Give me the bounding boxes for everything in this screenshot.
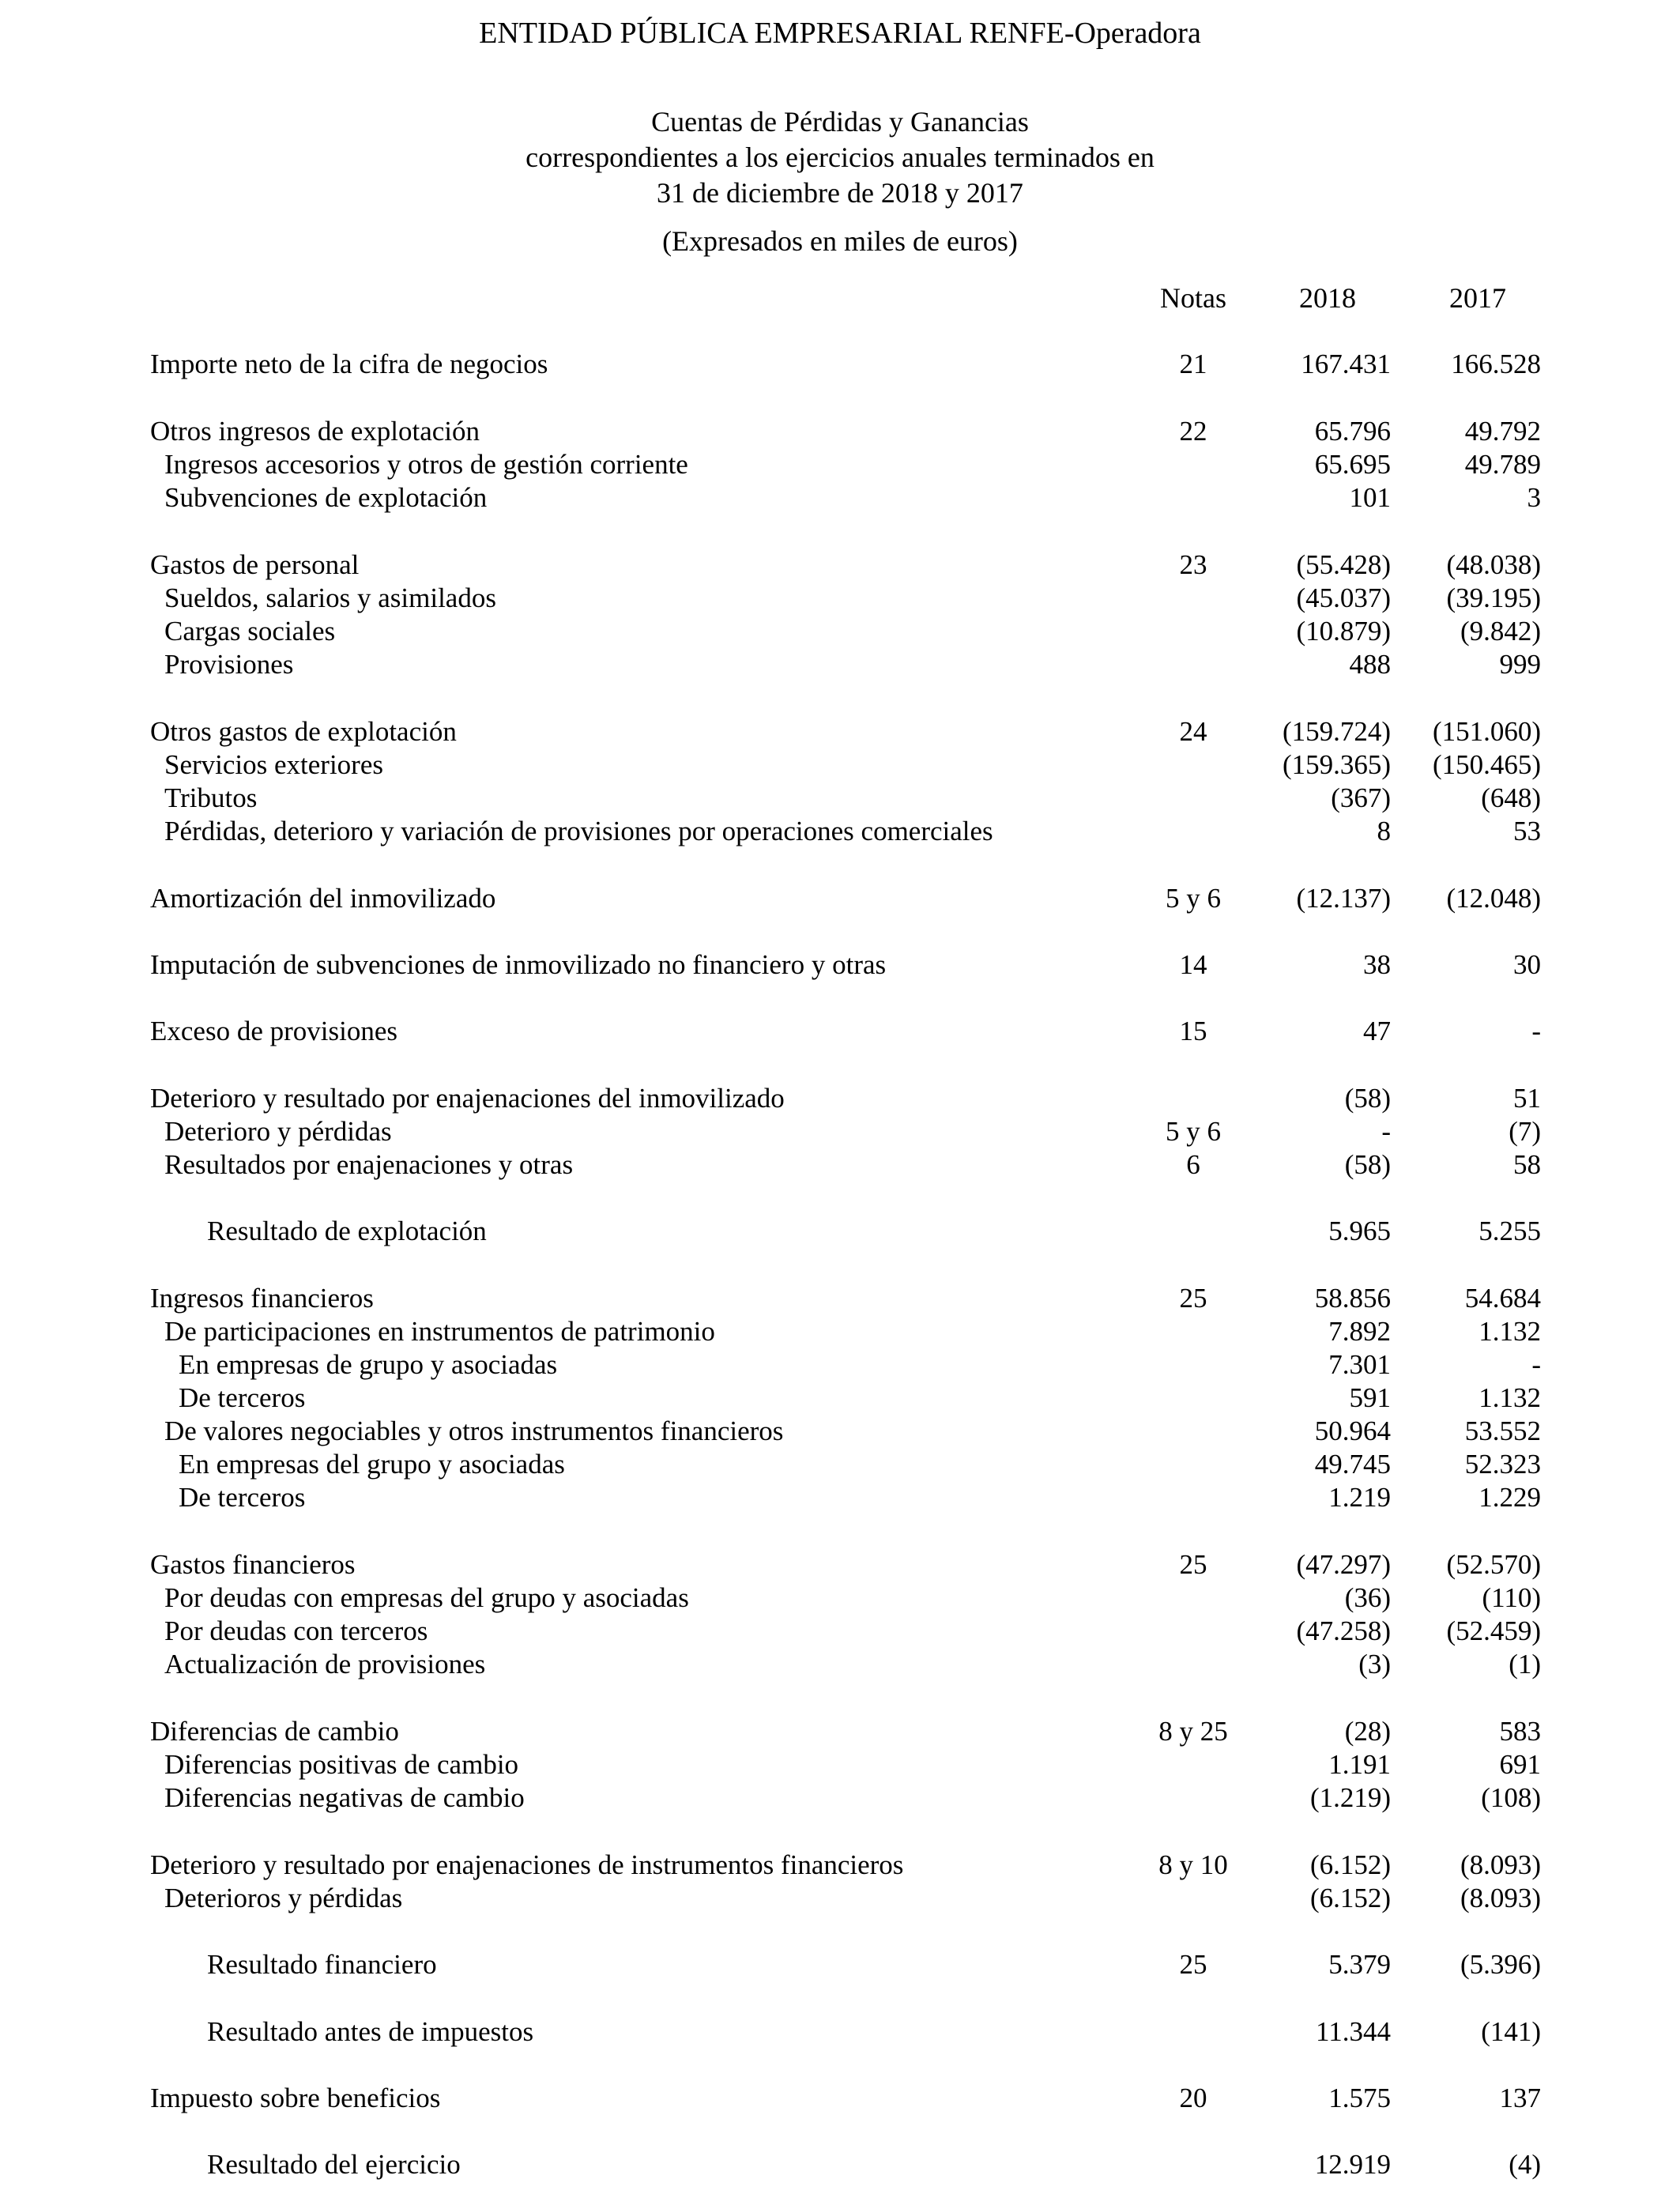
row-value-2018: 1.219 [1328, 1482, 1391, 1513]
table-row [0, 1082, 1680, 1115]
row-value-2017: 1.229 [1478, 1482, 1541, 1513]
table-row [0, 1415, 1680, 1448]
row-label: Resultado de explotación [207, 1216, 487, 1246]
row-value-2018: (6.152) [1309, 1883, 1391, 1913]
row-value-2017: (12.048) [1446, 883, 1541, 914]
table-row [0, 1282, 1680, 1315]
row-label: Ingresos financieros [150, 1283, 374, 1314]
row-value-2017: (648) [1481, 782, 1541, 813]
table-row [0, 1548, 1680, 1581]
row-value-2018: 1.575 [1328, 2083, 1391, 2113]
column-header-notas: Notas [1160, 282, 1226, 314]
table-row [0, 1849, 1680, 1882]
row-value-2018: (1.219) [1309, 1782, 1391, 1813]
row-label: De valores negociables y otros instrumentos financieros [164, 1416, 784, 1446]
row-value-2017: (39.195) [1446, 582, 1541, 613]
row-value-2018: 167.431 [1301, 349, 1391, 379]
row-value-2017: (5.396) [1460, 1949, 1541, 1980]
table-row [0, 1315, 1680, 1348]
row-value-2017: (8.093) [1460, 1849, 1541, 1880]
row-label: Resultado financiero [207, 1949, 437, 1980]
row-value-2017: (110) [1482, 1582, 1541, 1613]
row-value-2017: 53.552 [1464, 1416, 1541, 1446]
row-value-2017: (4) [1509, 2149, 1541, 2180]
row-label: Servicios exteriores [164, 749, 383, 780]
title-line-1: Cuentas de Pérdidas y Ganancias [651, 106, 1029, 138]
row-value-2018: 488 [1349, 649, 1391, 680]
row-value-2017: 58 [1513, 1149, 1541, 1180]
row-value-2017: (7) [1509, 1116, 1541, 1147]
row-value-2018: - [1381, 1116, 1391, 1147]
row-label: Deterioro y pérdidas [164, 1116, 392, 1147]
row-value-2018: 11.344 [1316, 2016, 1391, 2047]
row-value-2017: 52.323 [1464, 1449, 1541, 1480]
title-line-2: correspondientes a los ejercicios anuales terminados en [525, 141, 1155, 173]
table-row [0, 1382, 1680, 1415]
table-row [0, 1882, 1680, 1915]
row-label: Provisiones [164, 649, 294, 680]
row-value-2018: 49.745 [1314, 1449, 1391, 1480]
table-row [0, 1581, 1680, 1615]
row-value-2017: (52.570) [1446, 1549, 1541, 1580]
row-label: Diferencias positivas de cambio [164, 1749, 519, 1780]
row-value-2017: 54.684 [1464, 1283, 1541, 1314]
row-value-2018: 12.919 [1314, 2149, 1391, 2180]
column-header-2017: 2017 [1449, 282, 1506, 314]
title-line-3: 31 de diciembre de 2018 y 2017 [657, 177, 1023, 209]
row-label: Por deudas con terceros [164, 1615, 428, 1646]
table-row [0, 2148, 1680, 2181]
row-notas: 21 [1179, 349, 1207, 379]
table-row [0, 2015, 1680, 2049]
row-label: De terceros [179, 1382, 306, 1413]
row-value-2017: 51 [1513, 1083, 1541, 1114]
table-row [0, 481, 1680, 515]
row-value-2017: (8.093) [1460, 1883, 1541, 1913]
row-label: Deterioro y resultado por enajenaciones de instrumentos financieros [150, 1849, 904, 1880]
row-value-2018: (367) [1331, 782, 1391, 813]
row-value-2018: 58.856 [1314, 1283, 1391, 1314]
row-label: Otros gastos de explotación [150, 716, 457, 747]
row-value-2017: 1.132 [1478, 1382, 1541, 1413]
row-label: Importe neto de la cifra de negocios [150, 349, 548, 379]
row-value-2018: (10.879) [1296, 616, 1391, 647]
row-value-2017: (48.038) [1446, 549, 1541, 580]
row-value-2017: (141) [1481, 2016, 1541, 2047]
row-value-2018: (58) [1344, 1149, 1391, 1180]
row-value-2017: 30 [1513, 949, 1541, 980]
table-row [0, 1481, 1680, 1514]
row-value-2018: (58) [1344, 1083, 1391, 1114]
row-notas: 25 [1179, 1549, 1207, 1580]
row-notas: 25 [1179, 1283, 1207, 1314]
row-value-2018: 5.965 [1328, 1216, 1391, 1246]
table-row [0, 448, 1680, 481]
row-label: Sueldos, salarios y asimilados [164, 582, 496, 613]
row-value-2018: (47.297) [1296, 1549, 1391, 1580]
row-label: Subvenciones de explotación [164, 482, 488, 513]
row-label: Otros ingresos de explotación [150, 416, 480, 447]
row-label: Actualización de provisiones [164, 1649, 486, 1679]
row-value-2018: (159.724) [1282, 716, 1391, 747]
row-label: Deterioro y resultado por enajenaciones del inmovilizado [150, 1083, 785, 1114]
row-value-2017: (52.459) [1446, 1615, 1541, 1646]
row-label: Ingresos accesorios y otros de gestión corriente [164, 449, 688, 480]
table-row [0, 1148, 1680, 1182]
row-value-2018: 7.892 [1328, 1316, 1391, 1347]
row-value-2018: (3) [1358, 1649, 1391, 1679]
row-value-2017: 5.255 [1478, 1216, 1541, 1246]
table-row [0, 715, 1680, 748]
table-row [0, 548, 1680, 582]
row-label: Pérdidas, deterioro y variación de provisiones por operaciones comerciales [164, 816, 993, 846]
row-value-2017: 999 [1499, 649, 1541, 680]
row-value-2017: - [1531, 1016, 1541, 1046]
row-label: Resultado del ejercicio [207, 2149, 461, 2180]
row-value-2018: 101 [1349, 482, 1391, 513]
row-notas: 25 [1179, 1949, 1207, 1980]
units-note: (Expresados en miles de euros) [662, 225, 1018, 257]
row-label: Tributos [164, 782, 258, 813]
row-label: Exceso de provisiones [150, 1016, 397, 1046]
row-value-2018: (45.037) [1296, 582, 1391, 613]
row-value-2018: (6.152) [1309, 1849, 1391, 1880]
table-row [0, 2082, 1680, 2115]
row-value-2018: (55.428) [1296, 549, 1391, 580]
row-label: Resultados por enajenaciones y otras [164, 1149, 574, 1180]
row-notas: 20 [1179, 2083, 1207, 2113]
table-row [0, 415, 1680, 448]
row-value-2018: 591 [1349, 1382, 1391, 1413]
row-value-2017: (108) [1481, 1782, 1541, 1813]
table-row [0, 1115, 1680, 1148]
table-row [0, 582, 1680, 615]
row-value-2018: 50.964 [1314, 1416, 1391, 1446]
row-label: En empresas de grupo y asociadas [179, 1349, 558, 1380]
row-value-2018: 8 [1377, 816, 1391, 846]
table-row [0, 815, 1680, 848]
row-value-2017: 3 [1527, 482, 1541, 513]
row-label: De terceros [179, 1482, 306, 1513]
table-row [0, 1615, 1680, 1648]
row-value-2018: 1.191 [1328, 1749, 1391, 1780]
row-notas: 8 y 10 [1158, 1849, 1228, 1880]
row-value-2017: 691 [1499, 1749, 1541, 1780]
row-value-2017: 53 [1513, 816, 1541, 846]
row-label: Gastos de personal [150, 549, 360, 580]
row-label: Amortización del inmovilizado [150, 883, 496, 914]
row-notas: 15 [1179, 1016, 1207, 1046]
row-value-2018: (159.365) [1282, 749, 1391, 780]
row-notas: 14 [1179, 949, 1207, 980]
table-row [0, 615, 1680, 648]
row-notas: 5 y 6 [1166, 1116, 1221, 1147]
table-row [0, 748, 1680, 782]
row-value-2018: 38 [1363, 949, 1391, 980]
table-row [0, 782, 1680, 815]
row-label: Impuesto sobre beneficios [150, 2083, 441, 2113]
row-value-2017: (9.842) [1460, 616, 1541, 647]
row-value-2018: (47.258) [1296, 1615, 1391, 1646]
row-label: En empresas del grupo y asociadas [179, 1449, 565, 1480]
row-notas: 23 [1179, 549, 1207, 580]
row-notas: 24 [1179, 716, 1207, 747]
row-label: De participaciones en instrumentos de patrimonio [164, 1316, 715, 1347]
row-label: Gastos financieros [150, 1549, 356, 1580]
table-row [0, 648, 1680, 681]
table-row [0, 1748, 1680, 1781]
table-row [0, 1348, 1680, 1382]
row-value-2018: (28) [1344, 1716, 1391, 1747]
row-notas: 8 y 25 [1158, 1716, 1228, 1747]
row-value-2017: (1) [1509, 1649, 1541, 1679]
statement-title [0, 104, 1680, 211]
entity-name: ENTIDAD PÚBLICA EMPRESARIAL RENFE-Operadora [479, 17, 1201, 50]
row-value-2018: 5.379 [1328, 1949, 1391, 1980]
row-label: Diferencias negativas de cambio [164, 1782, 525, 1813]
row-value-2017: 49.789 [1464, 449, 1541, 480]
table-row [0, 1948, 1680, 1981]
row-label: Por deudas con empresas del grupo y asociadas [164, 1582, 689, 1613]
row-value-2018: 7.301 [1328, 1349, 1391, 1380]
row-label: Cargas sociales [164, 616, 336, 647]
row-value-2017: 1.132 [1478, 1316, 1541, 1347]
row-notas: 22 [1179, 416, 1207, 447]
column-header-2018: 2018 [1299, 282, 1356, 314]
row-value-2018: 65.695 [1314, 449, 1391, 480]
table-row [0, 1781, 1680, 1815]
table-row [0, 1215, 1680, 1248]
table-row [0, 948, 1680, 982]
row-value-2017: 137 [1499, 2083, 1541, 2113]
row-notas: 6 [1186, 1149, 1200, 1180]
table-row [0, 1448, 1680, 1481]
table-row [0, 1015, 1680, 1048]
row-label: Imputación de subvenciones de inmovilizado no financiero y otras [150, 949, 887, 980]
row-value-2017: 166.528 [1451, 349, 1541, 379]
row-label: Deterioros y pérdidas [164, 1883, 403, 1913]
row-value-2017: 583 [1499, 1716, 1541, 1747]
row-value-2018: (12.137) [1296, 883, 1391, 914]
row-notas: 5 y 6 [1166, 883, 1221, 914]
row-value-2017: - [1531, 1349, 1541, 1380]
row-value-2017: (150.465) [1432, 749, 1541, 780]
table-row [0, 348, 1680, 381]
row-label: Resultado antes de impuestos [207, 2016, 534, 2047]
row-label: Diferencias de cambio [150, 1716, 399, 1747]
table-row [0, 1648, 1680, 1681]
row-value-2017: 49.792 [1464, 416, 1541, 447]
row-value-2018: (36) [1344, 1582, 1391, 1613]
table-row [0, 882, 1680, 915]
table-row [0, 1715, 1680, 1748]
row-value-2018: 47 [1363, 1016, 1391, 1046]
row-value-2018: 65.796 [1314, 416, 1391, 447]
row-value-2017: (151.060) [1432, 716, 1541, 747]
